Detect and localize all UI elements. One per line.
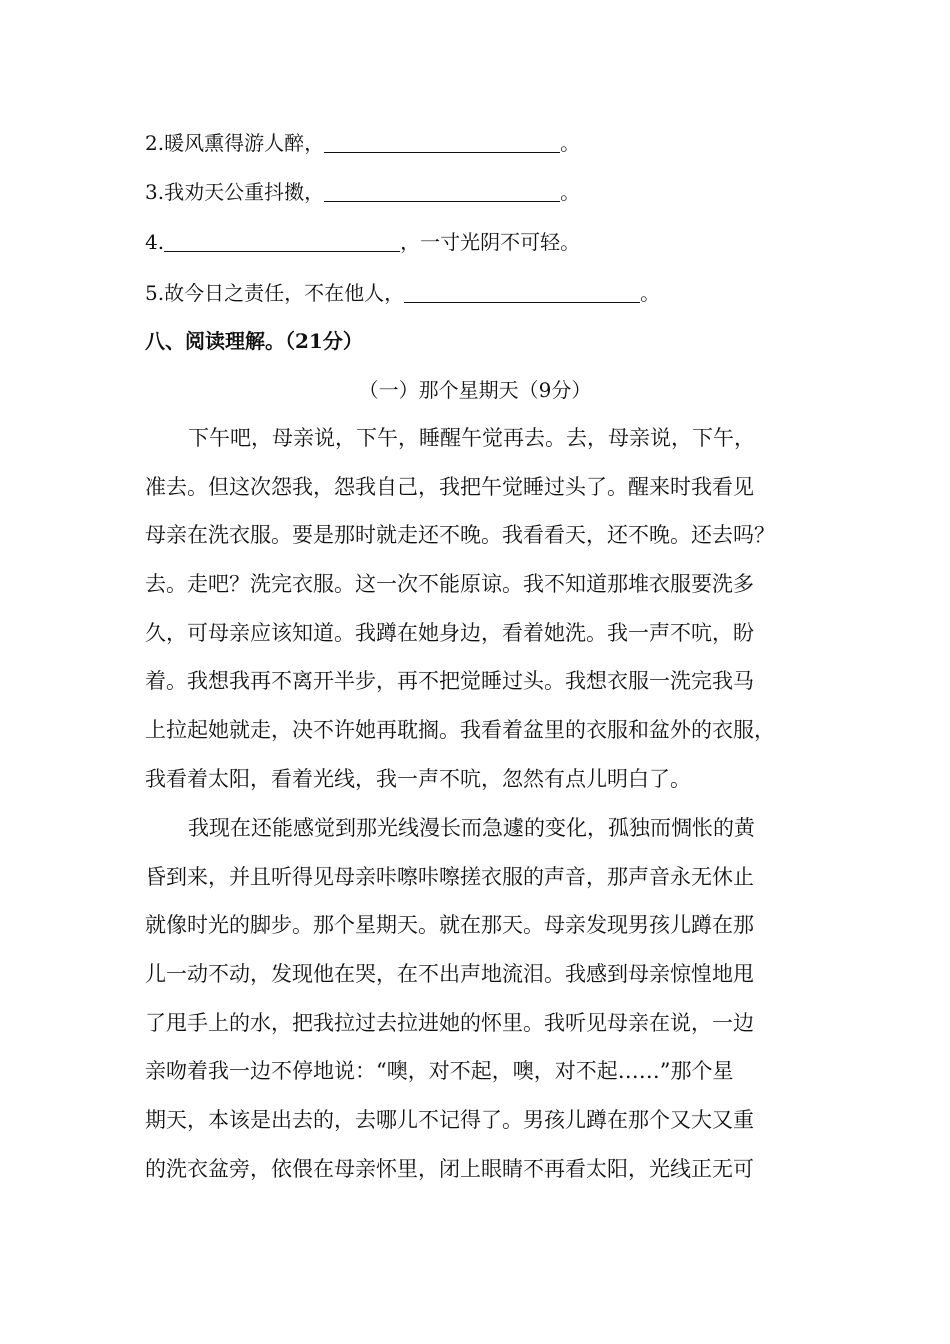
- passage-paragraph-2: [145, 818, 845, 1208]
- fill-in-text: 。: [640, 281, 661, 305]
- paragraph-line: 的洗衣盆旁，依偎在母亲怀里，闭上眼睛不再看太阳，光线正无可: [145, 1156, 754, 1181]
- fill-in-line-5: [145, 283, 660, 303]
- answer-blank[interactable]: [324, 134, 560, 153]
- paragraph-line: 母亲在洗衣服。要是那时就走还不晚。我看看天，还不晚。还去吗？: [145, 523, 775, 548]
- fill-in-line-4: [145, 232, 580, 252]
- paragraph-line: 着。我想我再不离开半步，再不把觉睡过头。我想衣服一洗完我马: [145, 669, 754, 694]
- fill-in-line-3: [145, 182, 580, 202]
- fill-in-text: 4.: [145, 230, 165, 254]
- passage-title: （一）那个星期天（9分）: [358, 378, 592, 402]
- paragraph-line: 准去。但这次怨我，怨我自己，我把午觉睡过头了。醒来时我看见: [145, 474, 754, 499]
- answer-blank[interactable]: [404, 284, 640, 303]
- fill-in-text: 5.故今日之责任，不在他人，: [145, 281, 405, 305]
- passage-paragraph-1: [145, 428, 845, 818]
- paragraph-line: 儿一动不动，发现他在哭，在不出声地流泪。我感到母亲惊惶地甩: [145, 962, 754, 987]
- paragraph-line: 我看着太阳，看着光线，我一声不吭，忽然有点儿明白了。: [145, 766, 691, 791]
- paragraph-line: 期天，本该是出去的，去哪儿不记得了。男孩儿蹲在那个又大又重: [145, 1108, 754, 1133]
- paragraph-line: 久，可母亲应该知道。我蹲在她身边，看着她洗。我一声不吭，盼: [145, 620, 754, 645]
- fill-in-text: ，一寸光阴不可轻。: [400, 230, 581, 254]
- paragraph-line: 去。走吧？洗完衣服。这一次不能原谅。我不知道那堆衣服要洗多: [145, 572, 754, 597]
- paragraph-line: 亲吻着我一边不停地说：“噢，对不起，噢，对不起……”那个星: [145, 1059, 734, 1084]
- fill-in-text: 3.我劝天公重抖擞，: [145, 180, 325, 204]
- paragraph-line: 就像时光的脚步。那个星期天。就在那天。母亲发现男孩儿蹲在那: [145, 913, 754, 938]
- fill-in-text: 。: [560, 180, 581, 204]
- answer-blank[interactable]: [164, 233, 400, 252]
- fill-in-line-2: [145, 133, 580, 153]
- paragraph-line: 我现在还能感觉到那光线漫长而急遽的变化，孤独而惆怅的黄: [188, 816, 755, 840]
- fill-in-text: 。: [560, 131, 581, 155]
- fill-in-text: 2.暖风熏得游人醉，: [145, 131, 325, 155]
- section-heading: 八、阅读理解。（21分）: [145, 329, 363, 353]
- paragraph-line: 上拉起她就走，决不许她再耽搁。我看着盆里的衣服和盆外的衣服，: [145, 718, 775, 743]
- paragraph-line: 下午吧，母亲说，下午，睡醒午觉再去。去，母亲说，下午，: [188, 426, 755, 450]
- paragraph-line: 了甩手上的水，把我拉过去拉进她的怀里。我听见母亲在说，一边: [145, 1010, 754, 1035]
- answer-blank[interactable]: [324, 183, 560, 202]
- paragraph-line: 昏到来，并且听得见母亲咔嚓咔嚓搓衣服的声音，那声音永无休止: [145, 864, 754, 889]
